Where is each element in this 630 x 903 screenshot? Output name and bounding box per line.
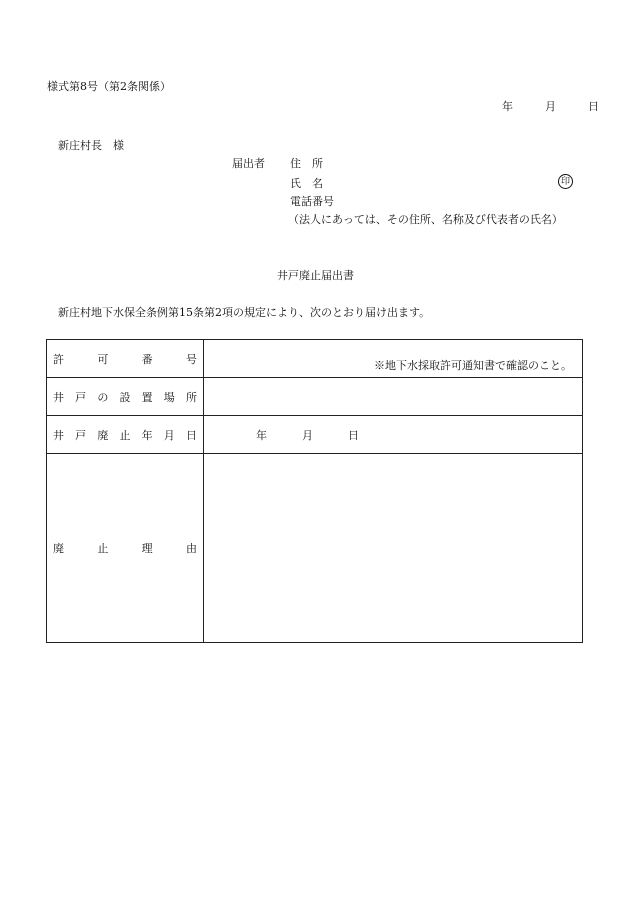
permit-number-label: 許 可 番 号 xyxy=(47,340,204,378)
abolition-year: 年 xyxy=(256,428,267,442)
permit-number-field[interactable] xyxy=(204,340,583,378)
abolition-reason-field[interactable] xyxy=(204,454,583,643)
date-day: 日 xyxy=(588,100,599,113)
addressee: 新庄村長 様 xyxy=(58,139,124,152)
well-location-field[interactable] xyxy=(204,378,583,416)
document-title: 井戸廃止届出書 xyxy=(277,269,354,282)
seal-mark: 印 xyxy=(558,174,573,189)
date-year: 年 xyxy=(502,100,513,113)
address-label: 住 所 xyxy=(290,157,323,170)
abolition-date-value xyxy=(256,427,359,443)
abolition-date-field[interactable] xyxy=(204,416,583,454)
name-label: 氏 名 xyxy=(290,177,323,190)
abolition-date-label: 井 戸 廃 止 年 月 日 xyxy=(47,416,204,454)
intro-text: 新庄村地下水保全条例第15条第2項の規定により、次のとおり届け出ます。 xyxy=(58,306,431,319)
table-row-well-location xyxy=(47,378,583,416)
abolition-reason-label: 廃 止 理 由 xyxy=(47,454,204,643)
form-number: 様式第8号（第2条関係） xyxy=(47,80,171,93)
notifier-label: 届出者 xyxy=(232,157,265,170)
abolition-month: 月 xyxy=(302,428,313,442)
table-row-permit-number xyxy=(47,340,583,378)
well-location-label: 井 戸 の 設 置 場 所 xyxy=(47,378,204,416)
corporation-note: （法人にあっては、その住所、名称及び代表者の氏名） xyxy=(288,213,563,226)
table-row-abolition-date xyxy=(47,416,583,454)
submission-date xyxy=(502,101,599,112)
phone-label: 電話番号 xyxy=(290,195,334,208)
permit-number-note: ※地下水採取許可通知書で確認のこと。 xyxy=(374,359,572,372)
notification-table xyxy=(46,339,583,643)
date-month: 月 xyxy=(545,100,556,113)
table-row-abolition-reason xyxy=(47,454,583,643)
abolition-day: 日 xyxy=(348,428,359,442)
